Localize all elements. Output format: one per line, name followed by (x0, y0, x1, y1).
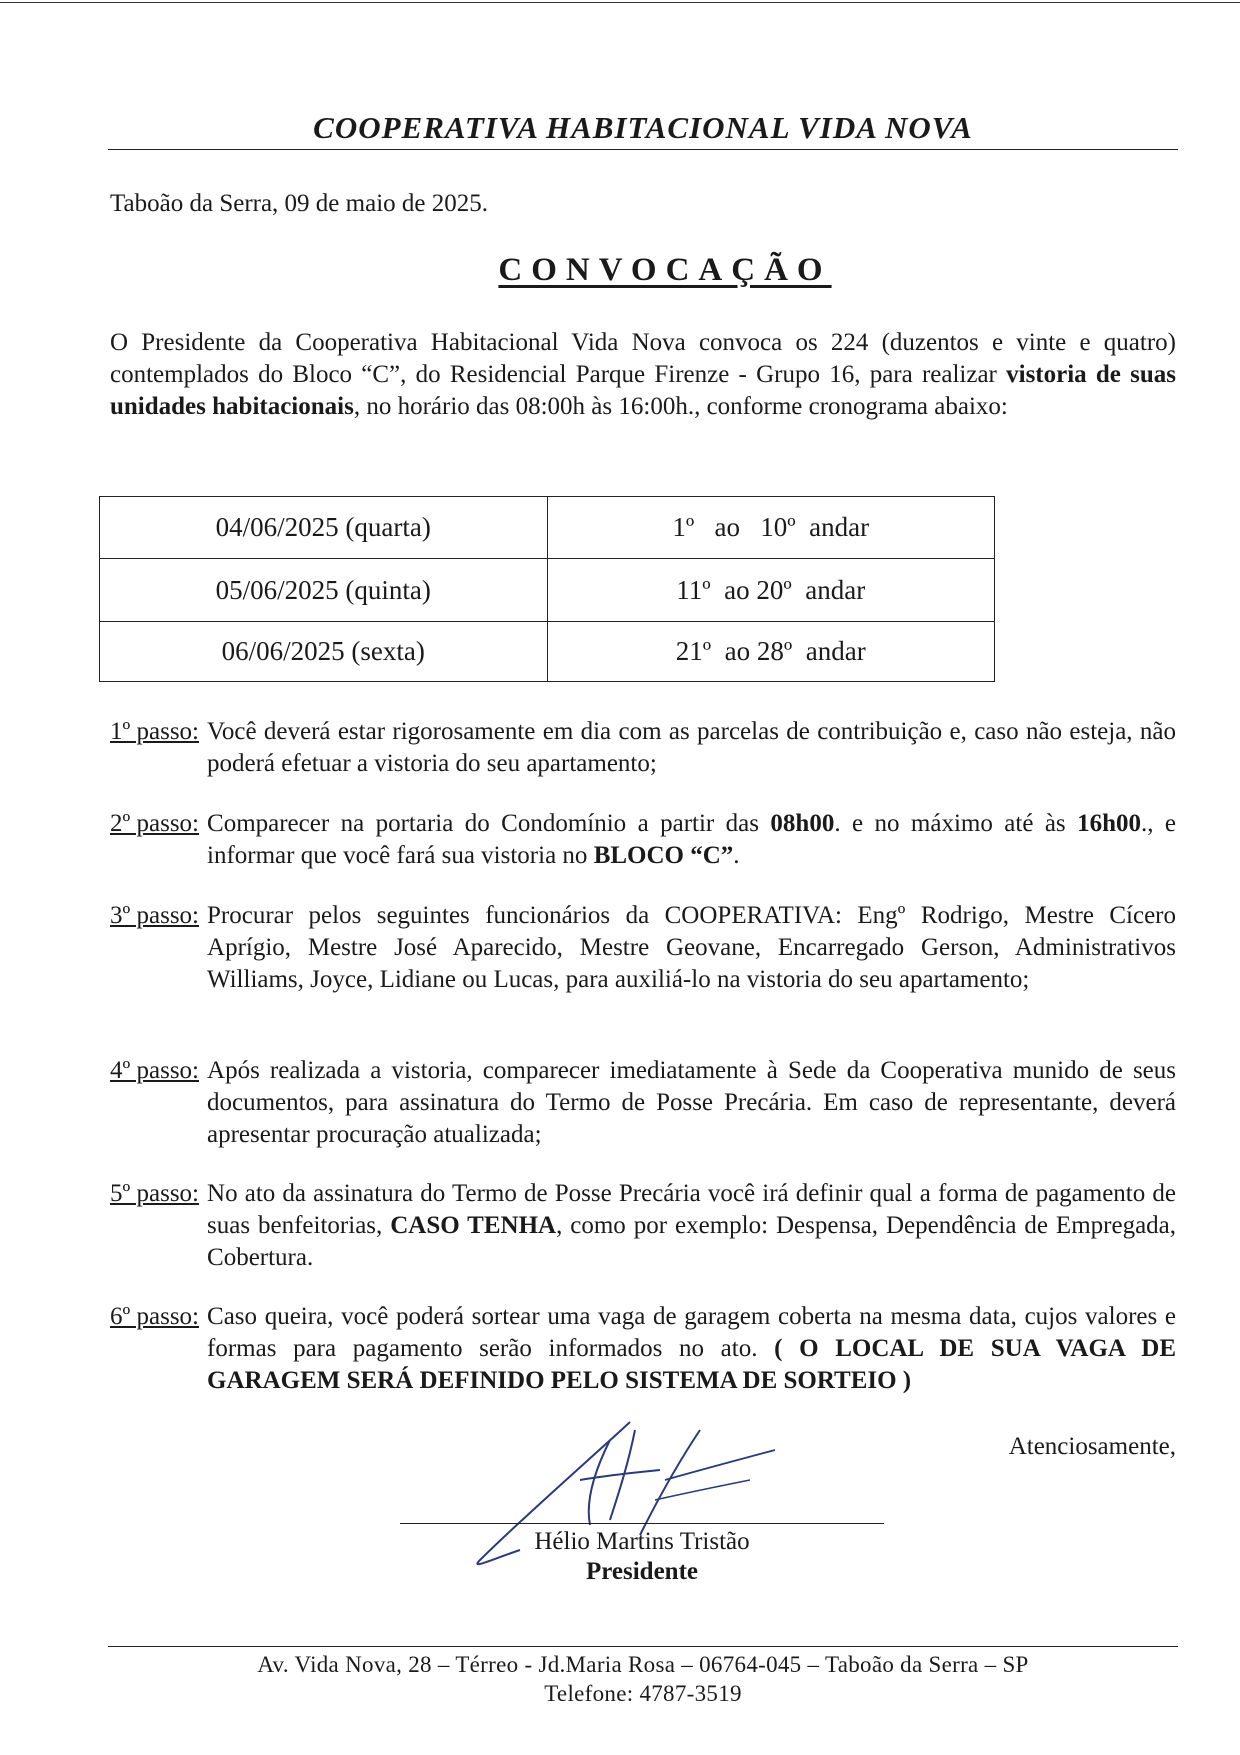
step-label: 3º passo: (110, 902, 200, 929)
step-text: Após realizada a vistoria, comparecer imediatamente à Sede da Cooperativa munido de seus documentos, para assinatura do Termo de Posse Precária. Em caso de representante, deverá apresentar procuração atualizada; (207, 1057, 1176, 1148)
footer-rule (108, 1646, 1178, 1647)
signer-role: Presidente (585, 1558, 698, 1585)
step-3 (110, 900, 1176, 996)
step-bold-part: 08h00 (770, 810, 835, 837)
step-text (207, 808, 1176, 872)
step-bold-part: ( O LOCAL DE SUA VAGA DE GARAGEM SERÁ DEFINIDO PELO SISTEMA DE SORTEIO ) (207, 1335, 1176, 1394)
schedule-row (100, 559, 995, 622)
schedule-floors: 1º ao 10º andar (547, 497, 995, 559)
step-text-part: Caso queira, você poderá sortear uma vaga de garagem coberta na mesma data, cujos valores e formas para pagamento serão informados no ato. (207, 1303, 1176, 1362)
step-text: Você deverá estar rigorosamente em dia com as parcelas de contribuição e, caso não esteja, não poderá efetuar a vistoria do seu apartamento; (207, 718, 1176, 777)
intro-text-1: O Presidente da Cooperativa Habitacional Vida Nova convoca os 224 (duzentos e vinte e quatro) contemplados do Bloco “C”, do Residencial Parque Firenze - Grupo 16, para realizar (110, 329, 1176, 388)
footer-phone: Telefone: 4787-3519 (544, 1681, 742, 1706)
intro-bold: vistoria de suas unidades habitacionais (110, 361, 1176, 420)
footer-address: Av. Vida Nova, 28 – Térreo - Jd.Maria Rosa – 06764-045 – Taboão da Serra – SP (257, 1652, 1029, 1677)
step-label: 4º passo: (110, 1057, 200, 1084)
step-4 (110, 1055, 1176, 1151)
closing-salutation: Atenciosamente, (1008, 1433, 1176, 1460)
step-5 (110, 1178, 1176, 1274)
step-text-part: No ato da assinatura do Termo de Posse Precária você irá definir qual a forma de pagamento de suas benfeitorias, (207, 1180, 1176, 1239)
step-text (207, 1301, 1176, 1397)
step-bold-part: BLOCO “C” (593, 842, 734, 869)
letterhead-rule (108, 149, 1178, 150)
signature-line (400, 1523, 884, 1524)
schedule-date: 04/06/2025 (quarta) (100, 497, 548, 559)
step-2 (110, 808, 1176, 872)
step-text (207, 1178, 1176, 1274)
step-label: 2º passo: (110, 810, 200, 837)
date-line: Taboão da Serra, 09 de maio de 2025. (110, 190, 488, 217)
step-label: 6º passo: (110, 1303, 200, 1330)
step-label: 1º passo: (110, 718, 200, 745)
intro-text-2: , no horário das 08:00h às 16:00h., conforme cronograma abaixo: (353, 393, 1008, 420)
schedule-row (100, 497, 995, 559)
intro-paragraph (110, 327, 1176, 423)
schedule-row (100, 622, 995, 682)
step-text-part: . (733, 842, 740, 869)
step-bold-part: 16h00 (1077, 810, 1141, 837)
step-label: 5º passo: (110, 1180, 200, 1207)
step-text-part: ., e informar que você fará sua vistoria no (207, 810, 1176, 869)
schedule-date: 05/06/2025 (quinta) (100, 559, 548, 622)
schedule-floors: 21º ao 28º andar (547, 622, 995, 682)
schedule-table (99, 496, 995, 682)
letterhead-title: COOPERATIVA HABITACIONAL VIDA NOVA (313, 110, 973, 145)
signer-name: Hélio Martins Tristão (534, 1528, 750, 1555)
schedule-floors: 11º ao 20º andar (547, 559, 995, 622)
step-text-part: Comparecer na portaria do Condomínio a partir das (207, 810, 771, 837)
schedule-date: 06/06/2025 (sexta) (100, 622, 548, 682)
step-text: Procurar pelos seguintes funcionários da COOPERATIVA: Engº Rodrigo, Mestre Cícero Aprígio, Mestre José Aparecido, Mestre Geovane, Encarregado Gerson, Administrativos Williams, Joyce, Lidiane ou Lucas, para auxiliá-lo na vistoria do seu apartamento; (207, 902, 1176, 993)
top-edge-line (0, 2, 1240, 3)
step-text-part: . e no máximo até às (834, 810, 1078, 837)
step-6 (110, 1301, 1176, 1397)
step-bold-part: CASO TENHA (390, 1212, 557, 1239)
document-heading: CONVOCAÇÃO (498, 252, 832, 288)
step-1 (110, 716, 1176, 780)
step-text-part: , como por exemplo: Despensa, Dependência de Empregada, Cobertura. (207, 1212, 1177, 1271)
